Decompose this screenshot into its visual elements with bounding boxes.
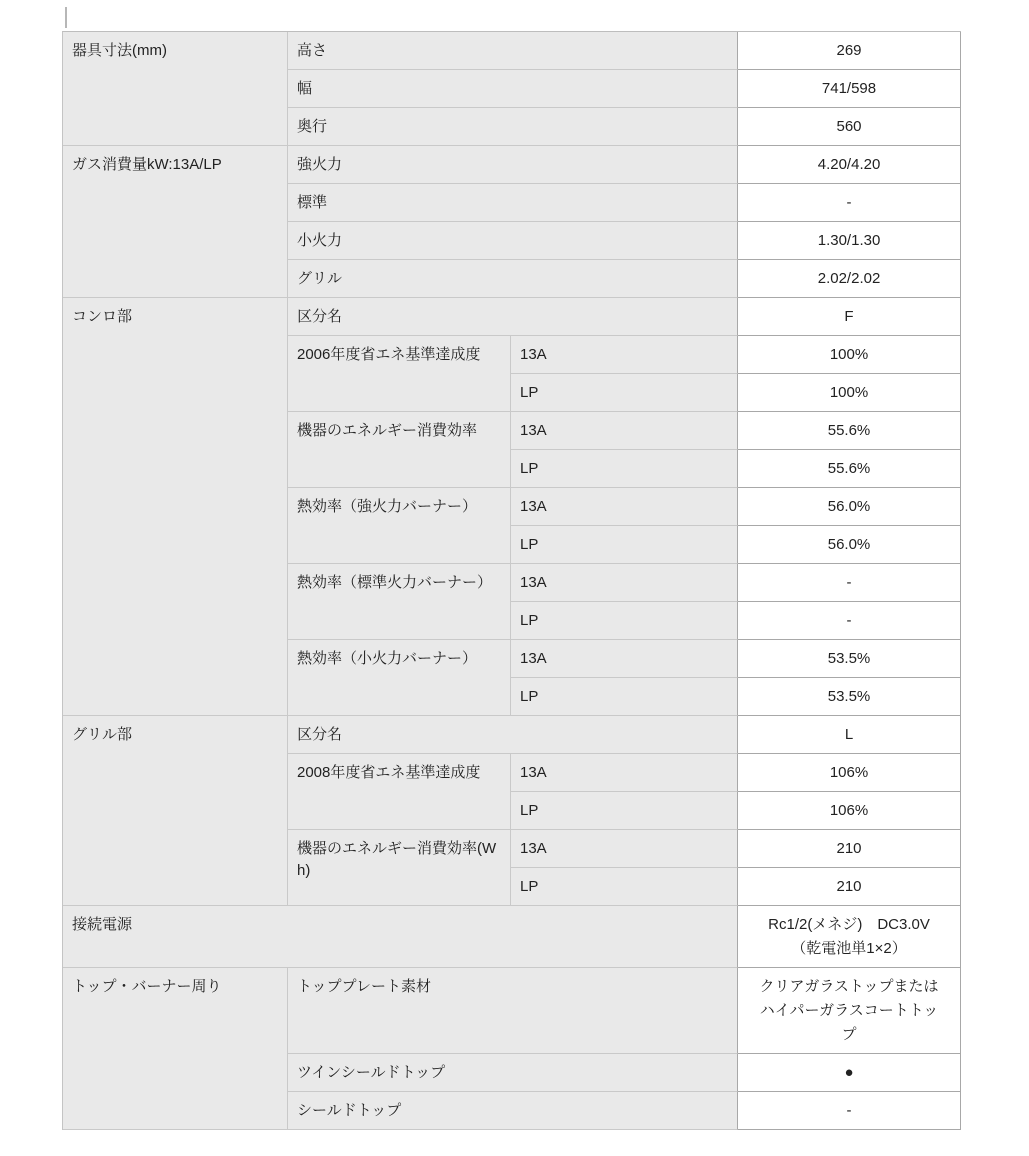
gas-type-cell: LP <box>511 526 738 564</box>
spec-label-cell: グリル <box>288 260 738 298</box>
spec-value-cell: 2.02/2.02 <box>738 260 961 298</box>
spec-label-cell: トッププレート素材 <box>288 968 738 1054</box>
spec-label-cell: 小火力 <box>288 222 738 260</box>
spec-label-cell: 熱効率（小火力バーナー） <box>288 640 511 716</box>
spec-label-cell: 2006年度省エネ基準達成度 <box>288 336 511 412</box>
gas-type-cell: LP <box>511 602 738 640</box>
spec-value-cell: 560 <box>738 108 961 146</box>
spec-value-cell: ● <box>738 1054 961 1092</box>
spec-value-cell: 56.0% <box>738 526 961 564</box>
section-title-cell: コンロ部 <box>63 298 288 716</box>
spec-value-cell: 55.6% <box>738 450 961 488</box>
spec-value-cell: L <box>738 716 961 754</box>
spec-label-cell: 熱効率（強火力バーナー） <box>288 488 511 564</box>
table-row <box>63 32 961 70</box>
spec-value-cell: 100% <box>738 374 961 412</box>
spec-label-cell: シールドトップ <box>288 1092 738 1130</box>
spec-label-cell: 機器のエネルギー消費効率 <box>288 412 511 488</box>
section-title-cell: 接続電源 <box>63 906 738 968</box>
cursor-artifact <box>65 7 67 28</box>
section-title-cell: グリル部 <box>63 716 288 906</box>
spec-value-cell: 210 <box>738 830 961 868</box>
spec-label-cell: 熱効率（標準火力バーナー） <box>288 564 511 640</box>
spec-label-cell: ツインシールドトップ <box>288 1054 738 1092</box>
gas-type-cell: LP <box>511 450 738 488</box>
spec-value-cell: - <box>738 1092 961 1130</box>
spec-value-cell: 100% <box>738 336 961 374</box>
section-title-cell: ガス消費量kW:13A/LP <box>63 146 288 298</box>
spec-label-cell: 幅 <box>288 70 738 108</box>
spec-table <box>62 31 961 1130</box>
spec-value-cell: - <box>738 184 961 222</box>
spec-value-cell: クリアガラストップまたはハイパーガラスコートトップ <box>738 968 961 1054</box>
spec-label-cell: 奥行 <box>288 108 738 146</box>
gas-type-cell: LP <box>511 792 738 830</box>
table-row <box>63 146 961 184</box>
table-row <box>63 906 961 968</box>
spec-value-cell: 55.6% <box>738 412 961 450</box>
spec-label-cell: 区分名 <box>288 298 738 336</box>
spec-value-cell: 53.5% <box>738 678 961 716</box>
gas-type-cell: 13A <box>511 336 738 374</box>
spec-value-cell: - <box>738 564 961 602</box>
spec-value-cell: 106% <box>738 792 961 830</box>
gas-type-cell: LP <box>511 678 738 716</box>
spec-label-cell: 標準 <box>288 184 738 222</box>
section-title-cell: トップ・バーナー周り <box>63 968 288 1130</box>
gas-type-cell: LP <box>511 374 738 412</box>
spec-value-cell: Rc1/2(メネジ) DC3.0V（乾電池単1×2） <box>738 906 961 968</box>
spec-value-cell: F <box>738 298 961 336</box>
table-row <box>63 298 961 336</box>
spec-value-cell: 1.30/1.30 <box>738 222 961 260</box>
spec-label-cell: 高さ <box>288 32 738 70</box>
spec-label-cell: 機器のエネルギー消費効率(Wh) <box>288 830 511 906</box>
spec-label-cell: 2008年度省エネ基準達成度 <box>288 754 511 830</box>
spec-label-cell: 区分名 <box>288 716 738 754</box>
gas-type-cell: 13A <box>511 564 738 602</box>
gas-type-cell: 13A <box>511 830 738 868</box>
spec-value-cell: 741/598 <box>738 70 961 108</box>
spec-label-cell: 強火力 <box>288 146 738 184</box>
spec-value-cell: 106% <box>738 754 961 792</box>
gas-type-cell: 13A <box>511 754 738 792</box>
gas-type-cell: 13A <box>511 640 738 678</box>
spec-value-cell: - <box>738 602 961 640</box>
spec-value-cell: 210 <box>738 868 961 906</box>
spec-value-cell: 53.5% <box>738 640 961 678</box>
gas-type-cell: 13A <box>511 488 738 526</box>
table-row <box>63 968 961 1054</box>
spec-value-cell: 4.20/4.20 <box>738 146 961 184</box>
spec-value-cell: 56.0% <box>738 488 961 526</box>
table-row <box>63 716 961 754</box>
gas-type-cell: 13A <box>511 412 738 450</box>
gas-type-cell: LP <box>511 868 738 906</box>
section-title-cell: 器具寸法(mm) <box>63 32 288 146</box>
spec-value-cell: 269 <box>738 32 961 70</box>
